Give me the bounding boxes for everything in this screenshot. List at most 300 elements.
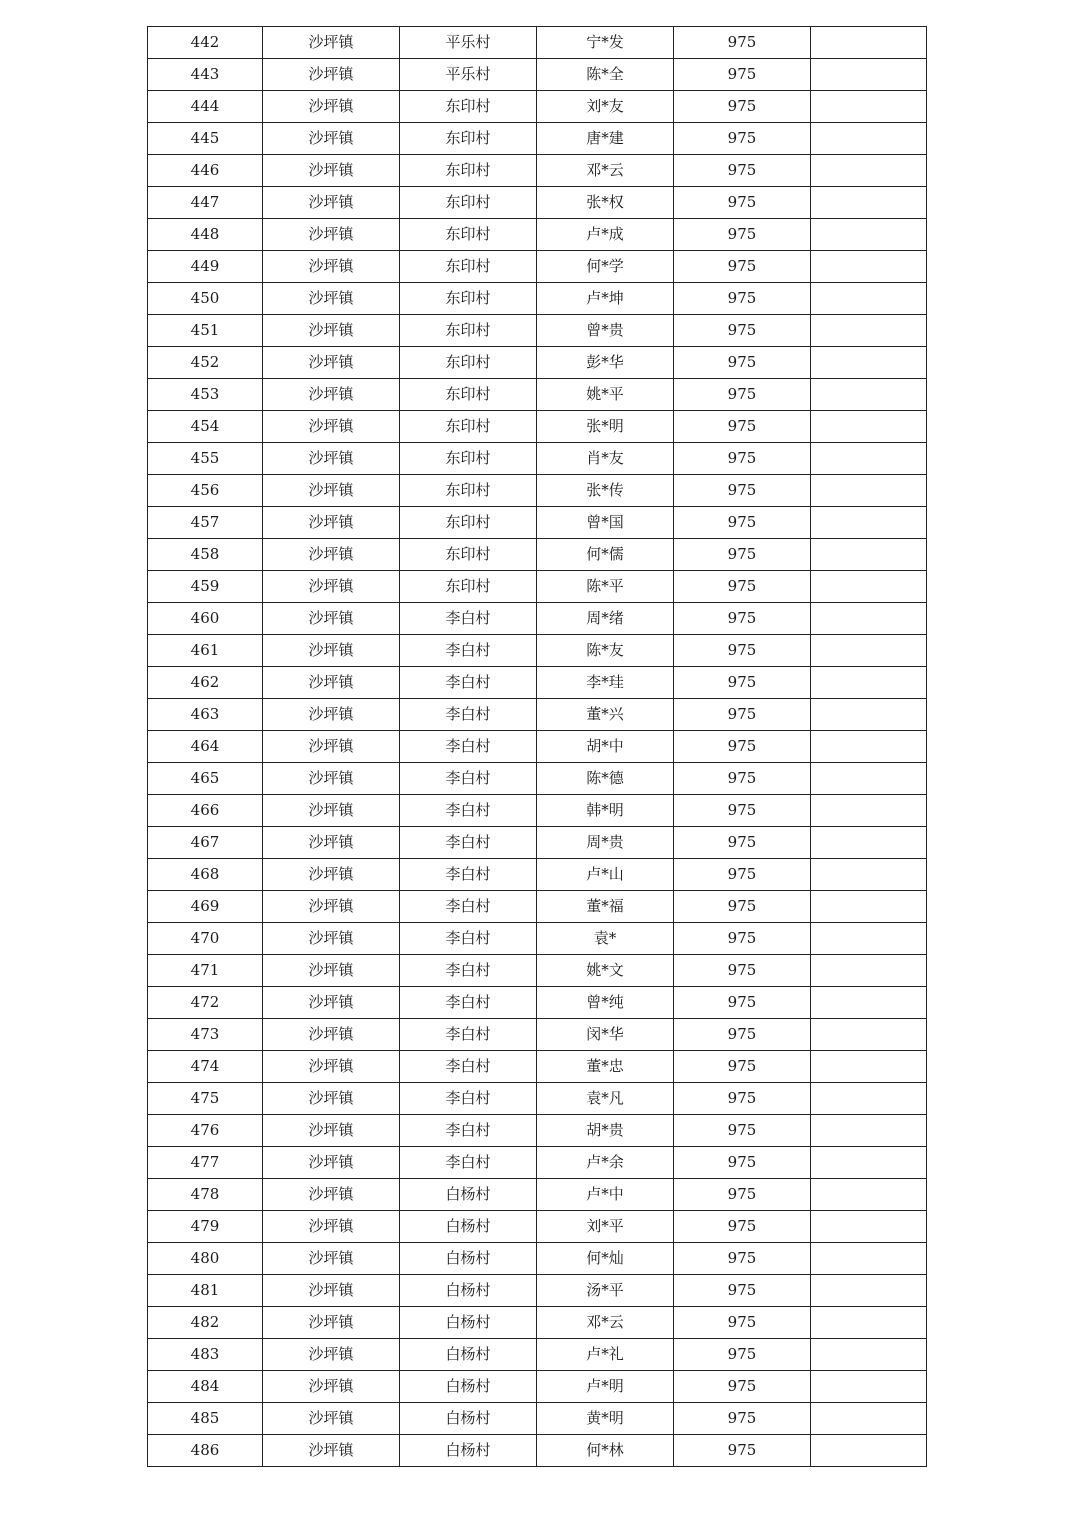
table-row [148,475,927,507]
table-row [148,1339,927,1371]
row-number-cell: 486 [148,1435,263,1467]
remark-cell [811,251,927,283]
row-number-cell: 482 [148,1307,263,1339]
town-cell: 沙坪镇 [263,91,400,123]
table-row [148,507,927,539]
amount-cell: 975 [674,763,811,795]
town-cell: 沙坪镇 [263,1051,400,1083]
amount-cell: 975 [674,827,811,859]
village-cell: 白杨村 [400,1211,537,1243]
table-row [148,379,927,411]
town-cell: 沙坪镇 [263,1403,400,1435]
town-cell: 沙坪镇 [263,923,400,955]
name-cell: 何*灿 [537,1243,674,1275]
remark-cell [811,667,927,699]
village-cell: 东印村 [400,315,537,347]
name-cell: 闵*华 [537,1019,674,1051]
village-cell: 李白村 [400,603,537,635]
amount-cell: 975 [674,571,811,603]
amount-cell: 975 [674,1307,811,1339]
name-cell: 卢*成 [537,219,674,251]
village-cell: 李白村 [400,955,537,987]
village-cell: 东印村 [400,219,537,251]
row-number-cell: 443 [148,59,263,91]
amount-cell: 975 [674,859,811,891]
amount-cell: 975 [674,27,811,59]
town-cell: 沙坪镇 [263,1275,400,1307]
name-cell: 李*珪 [537,667,674,699]
name-cell: 周*贵 [537,827,674,859]
table-row [148,987,927,1019]
amount-cell: 975 [674,155,811,187]
table-row [148,763,927,795]
row-number-cell: 476 [148,1115,263,1147]
row-number-cell: 470 [148,923,263,955]
town-cell: 沙坪镇 [263,475,400,507]
table-row [148,315,927,347]
table-row [148,891,927,923]
amount-cell: 975 [674,347,811,379]
town-cell: 沙坪镇 [263,1083,400,1115]
amount-cell: 975 [674,251,811,283]
village-cell: 白杨村 [400,1403,537,1435]
village-cell: 白杨村 [400,1307,537,1339]
name-cell: 陈*德 [537,763,674,795]
row-number-cell: 449 [148,251,263,283]
village-cell: 李白村 [400,667,537,699]
amount-cell: 975 [674,699,811,731]
name-cell: 张*权 [537,187,674,219]
name-cell: 彭*华 [537,347,674,379]
table-row [148,1147,927,1179]
town-cell: 沙坪镇 [263,1307,400,1339]
name-cell: 刘*友 [537,91,674,123]
town-cell: 沙坪镇 [263,251,400,283]
name-cell: 张*传 [537,475,674,507]
row-number-cell: 475 [148,1083,263,1115]
amount-cell: 975 [674,1179,811,1211]
village-cell: 东印村 [400,571,537,603]
village-cell: 李白村 [400,859,537,891]
document-table-container [147,26,927,1467]
row-number-cell: 460 [148,603,263,635]
amount-cell: 975 [674,59,811,91]
name-cell: 何*学 [537,251,674,283]
table-row [148,1051,927,1083]
town-cell: 沙坪镇 [263,411,400,443]
name-cell: 陈*全 [537,59,674,91]
village-cell: 东印村 [400,411,537,443]
table-row [148,1371,927,1403]
town-cell: 沙坪镇 [263,443,400,475]
town-cell: 沙坪镇 [263,1435,400,1467]
amount-cell: 975 [674,1435,811,1467]
name-cell: 姚*平 [537,379,674,411]
town-cell: 沙坪镇 [263,1371,400,1403]
amount-cell: 975 [674,315,811,347]
town-cell: 沙坪镇 [263,187,400,219]
table-row [148,795,927,827]
table-row [148,27,927,59]
remark-cell [811,1275,927,1307]
remark-cell [811,603,927,635]
town-cell: 沙坪镇 [263,699,400,731]
name-cell: 刘*平 [537,1211,674,1243]
amount-cell: 975 [674,475,811,507]
town-cell: 沙坪镇 [263,379,400,411]
village-cell: 东印村 [400,539,537,571]
table-row [148,539,927,571]
remark-cell [811,1051,927,1083]
amount-cell: 975 [674,411,811,443]
table-row [148,91,927,123]
village-cell: 白杨村 [400,1339,537,1371]
name-cell: 卢*中 [537,1179,674,1211]
amount-cell: 975 [674,539,811,571]
amount-cell: 975 [674,443,811,475]
remark-cell [811,1083,927,1115]
remark-cell [811,1435,927,1467]
village-cell: 李白村 [400,923,537,955]
table-row [148,1019,927,1051]
table-row [148,667,927,699]
table-row [148,1083,927,1115]
remark-cell [811,1179,927,1211]
village-cell: 李白村 [400,1115,537,1147]
amount-cell: 975 [674,1243,811,1275]
remark-cell [811,1243,927,1275]
table-row [148,699,927,731]
table-row [148,731,927,763]
amount-cell: 975 [674,1371,811,1403]
remark-cell [811,859,927,891]
table-row [148,411,927,443]
remark-cell [811,571,927,603]
table-row [148,155,927,187]
amount-cell: 975 [674,507,811,539]
name-cell: 胡*贵 [537,1115,674,1147]
town-cell: 沙坪镇 [263,219,400,251]
remark-cell [811,955,927,987]
remark-cell [811,123,927,155]
remark-cell [811,539,927,571]
table-row [148,859,927,891]
amount-cell: 975 [674,667,811,699]
village-cell: 东印村 [400,283,537,315]
remark-cell [811,219,927,251]
row-number-cell: 454 [148,411,263,443]
village-cell: 东印村 [400,379,537,411]
amount-cell: 975 [674,795,811,827]
table-row [148,251,927,283]
remark-cell [811,1147,927,1179]
village-cell: 李白村 [400,891,537,923]
village-cell: 东印村 [400,347,537,379]
row-number-cell: 442 [148,27,263,59]
amount-cell: 975 [674,955,811,987]
remark-cell [811,347,927,379]
town-cell: 沙坪镇 [263,347,400,379]
village-cell: 东印村 [400,155,537,187]
amount-cell: 975 [674,283,811,315]
village-cell: 东印村 [400,475,537,507]
town-cell: 沙坪镇 [263,27,400,59]
town-cell: 沙坪镇 [263,987,400,1019]
name-cell: 肖*友 [537,443,674,475]
remark-cell [811,1115,927,1147]
remark-cell [811,923,927,955]
row-number-cell: 447 [148,187,263,219]
row-number-cell: 468 [148,859,263,891]
row-number-cell: 474 [148,1051,263,1083]
name-cell: 卢*礼 [537,1339,674,1371]
table-row [148,571,927,603]
town-cell: 沙坪镇 [263,795,400,827]
row-number-cell: 484 [148,1371,263,1403]
remark-cell [811,891,927,923]
remark-cell [811,155,927,187]
remark-cell [811,1339,927,1371]
table-row [148,1243,927,1275]
amount-cell: 975 [674,379,811,411]
amount-cell: 975 [674,1339,811,1371]
table-row [148,283,927,315]
village-cell: 李白村 [400,1019,537,1051]
remark-cell [811,91,927,123]
remark-cell [811,1019,927,1051]
table-row [148,1307,927,1339]
table-row [148,1211,927,1243]
village-cell: 白杨村 [400,1243,537,1275]
remark-cell [811,1307,927,1339]
amount-cell: 975 [674,1051,811,1083]
table-row [148,1115,927,1147]
remark-cell [811,731,927,763]
town-cell: 沙坪镇 [263,603,400,635]
village-cell: 李白村 [400,1083,537,1115]
row-number-cell: 446 [148,155,263,187]
village-cell: 李白村 [400,987,537,1019]
remark-cell [811,443,927,475]
village-cell: 东印村 [400,123,537,155]
row-number-cell: 455 [148,443,263,475]
amount-cell: 975 [674,187,811,219]
row-number-cell: 445 [148,123,263,155]
town-cell: 沙坪镇 [263,283,400,315]
amount-cell: 975 [674,1403,811,1435]
remark-cell [811,315,927,347]
town-cell: 沙坪镇 [263,731,400,763]
name-cell: 曾*国 [537,507,674,539]
town-cell: 沙坪镇 [263,763,400,795]
town-cell: 沙坪镇 [263,59,400,91]
subsidy-roster-table [147,26,927,1467]
village-cell: 李白村 [400,1051,537,1083]
amount-cell: 975 [674,1019,811,1051]
row-number-cell: 483 [148,1339,263,1371]
row-number-cell: 452 [148,347,263,379]
name-cell: 卢*山 [537,859,674,891]
name-cell: 曾*贵 [537,315,674,347]
remark-cell [811,699,927,731]
town-cell: 沙坪镇 [263,155,400,187]
name-cell: 卢*坤 [537,283,674,315]
table-row [148,123,927,155]
village-cell: 东印村 [400,187,537,219]
amount-cell: 975 [674,923,811,955]
name-cell: 邓*云 [537,1307,674,1339]
name-cell: 胡*中 [537,731,674,763]
table-row [148,923,927,955]
name-cell: 宁*发 [537,27,674,59]
name-cell: 陈*平 [537,571,674,603]
remark-cell [811,795,927,827]
table-row [148,59,927,91]
town-cell: 沙坪镇 [263,1339,400,1371]
row-number-cell: 473 [148,1019,263,1051]
remark-cell [811,27,927,59]
row-number-cell: 461 [148,635,263,667]
village-cell: 李白村 [400,827,537,859]
row-number-cell: 472 [148,987,263,1019]
amount-cell: 975 [674,635,811,667]
town-cell: 沙坪镇 [263,667,400,699]
town-cell: 沙坪镇 [263,1019,400,1051]
amount-cell: 975 [674,1083,811,1115]
row-number-cell: 463 [148,699,263,731]
row-number-cell: 458 [148,539,263,571]
amount-cell: 975 [674,891,811,923]
village-cell: 李白村 [400,731,537,763]
village-cell: 白杨村 [400,1179,537,1211]
town-cell: 沙坪镇 [263,315,400,347]
amount-cell: 975 [674,987,811,1019]
row-number-cell: 456 [148,475,263,507]
town-cell: 沙坪镇 [263,539,400,571]
village-cell: 李白村 [400,795,537,827]
town-cell: 沙坪镇 [263,1211,400,1243]
remark-cell [811,283,927,315]
row-number-cell: 480 [148,1243,263,1275]
name-cell: 卢*余 [537,1147,674,1179]
table-row [148,955,927,987]
table-row [148,347,927,379]
amount-cell: 975 [674,1115,811,1147]
amount-cell: 975 [674,219,811,251]
row-number-cell: 477 [148,1147,263,1179]
table-row [148,219,927,251]
amount-cell: 975 [674,1147,811,1179]
row-number-cell: 471 [148,955,263,987]
village-cell: 东印村 [400,507,537,539]
name-cell: 曾*纯 [537,987,674,1019]
town-cell: 沙坪镇 [263,1115,400,1147]
table-row [148,1403,927,1435]
table-row [148,1275,927,1307]
row-number-cell: 469 [148,891,263,923]
name-cell: 唐*建 [537,123,674,155]
amount-cell: 975 [674,603,811,635]
row-number-cell: 467 [148,827,263,859]
remark-cell [811,475,927,507]
amount-cell: 975 [674,91,811,123]
row-number-cell: 457 [148,507,263,539]
remark-cell [811,987,927,1019]
row-number-cell: 450 [148,283,263,315]
village-cell: 平乐村 [400,59,537,91]
row-number-cell: 478 [148,1179,263,1211]
name-cell: 邓*云 [537,155,674,187]
town-cell: 沙坪镇 [263,1179,400,1211]
name-cell: 董*兴 [537,699,674,731]
amount-cell: 975 [674,1211,811,1243]
table-row [148,1435,927,1467]
name-cell: 姚*文 [537,955,674,987]
village-cell: 白杨村 [400,1435,537,1467]
village-cell: 李白村 [400,635,537,667]
village-cell: 李白村 [400,699,537,731]
remark-cell [811,635,927,667]
table-row [148,603,927,635]
remark-cell [811,1211,927,1243]
remark-cell [811,1371,927,1403]
village-cell: 李白村 [400,763,537,795]
name-cell: 张*明 [537,411,674,443]
name-cell: 韩*明 [537,795,674,827]
village-cell: 东印村 [400,91,537,123]
name-cell: 董*福 [537,891,674,923]
remark-cell [811,1403,927,1435]
remark-cell [811,507,927,539]
remark-cell [811,827,927,859]
row-number-cell: 485 [148,1403,263,1435]
name-cell: 袁*凡 [537,1083,674,1115]
remark-cell [811,763,927,795]
table-row [148,1179,927,1211]
town-cell: 沙坪镇 [263,1243,400,1275]
amount-cell: 975 [674,123,811,155]
remark-cell [811,187,927,219]
village-cell: 东印村 [400,443,537,475]
town-cell: 沙坪镇 [263,1147,400,1179]
name-cell: 何*林 [537,1435,674,1467]
remark-cell [811,411,927,443]
row-number-cell: 479 [148,1211,263,1243]
row-number-cell: 444 [148,91,263,123]
town-cell: 沙坪镇 [263,827,400,859]
town-cell: 沙坪镇 [263,123,400,155]
row-number-cell: 466 [148,795,263,827]
name-cell: 何*儒 [537,539,674,571]
town-cell: 沙坪镇 [263,859,400,891]
amount-cell: 975 [674,731,811,763]
name-cell: 袁* [537,923,674,955]
name-cell: 黄*明 [537,1403,674,1435]
name-cell: 汤*平 [537,1275,674,1307]
row-number-cell: 451 [148,315,263,347]
town-cell: 沙坪镇 [263,635,400,667]
village-cell: 白杨村 [400,1371,537,1403]
table-row [148,443,927,475]
table-row [148,635,927,667]
name-cell: 陈*友 [537,635,674,667]
row-number-cell: 459 [148,571,263,603]
village-cell: 平乐村 [400,27,537,59]
town-cell: 沙坪镇 [263,891,400,923]
row-number-cell: 464 [148,731,263,763]
name-cell: 董*忠 [537,1051,674,1083]
remark-cell [811,59,927,91]
